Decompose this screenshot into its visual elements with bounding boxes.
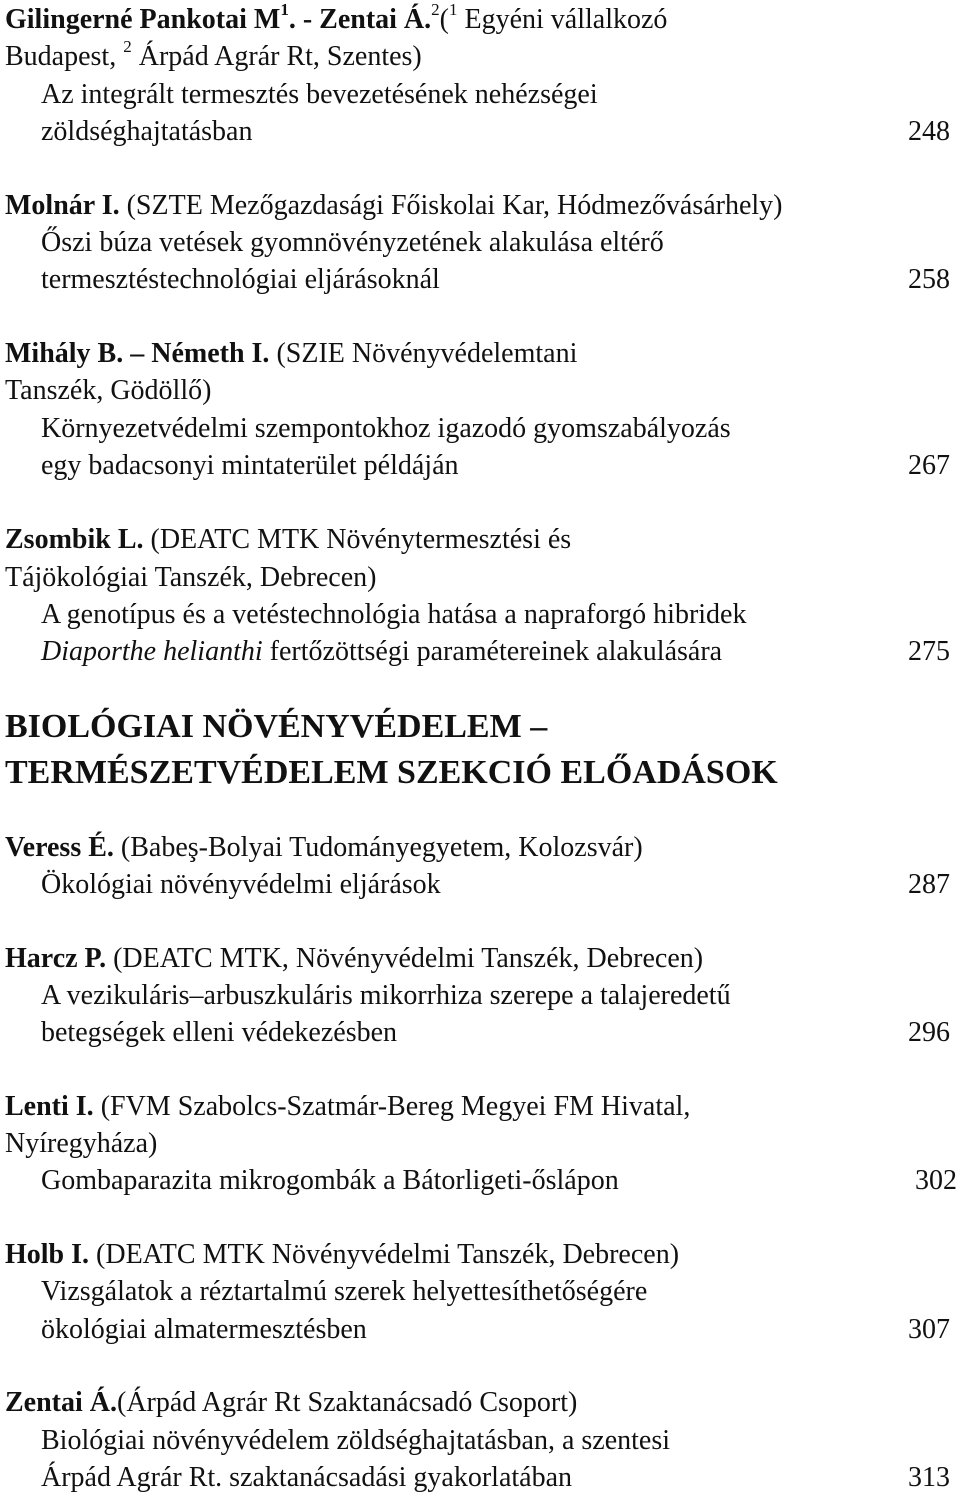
entry-authors: Mihály B. – Németh I. (5, 338, 270, 369)
entry-title: Árpád Agrár Rt. szaktanácsadási gyakorlatában (41, 1462, 573, 1493)
entry-affiliation-line: Nyíregyháza) (5, 1128, 158, 1159)
entry-title: Biológiai növényvédelem zöldséghajtatásban, a szentesi (41, 1425, 671, 1456)
entry-affiliation: (SZIE Növényvédelemtani (269, 338, 578, 369)
entry-affiliation-line: Tájökológiai Tanszék, Debrecen) (5, 562, 377, 593)
entry-title: A vezikuláris–arbuszkuláris mikorrhiza szerepe a talajeredetű (41, 980, 731, 1011)
entry-title: egy badacsonyi mintaterület példáján (41, 450, 459, 481)
entry-title: betegségek elleni védekezésben (41, 1017, 398, 1048)
entry-author-line: Gilingerné Pankotai $M^1$. - Zentai Á.$^2$($^1$ Egyéni vállalkozó (5, 0, 668, 35)
entry-author-line (5, 192, 783, 220)
entry-affiliation: (DEATC MTK Növénytermesztési és (143, 524, 572, 555)
entry-page-number: 275 (908, 636, 950, 667)
entry-title: Az integrált termesztés bevezetésének nehézségei (41, 79, 598, 110)
entry-affiliation: Egyéni vállalkozó (457, 4, 668, 35)
entry-page-number: 313 (908, 1462, 950, 1493)
entry-title: Ökológiai növényvédelmi eljárások (41, 869, 441, 900)
entry-page-number: 307 (908, 1314, 950, 1345)
footnote-marker: 2 (431, 0, 440, 19)
entry-page-number: 296 (908, 1017, 950, 1048)
entry-author-line (5, 945, 703, 973)
entry-title: Gombaparazita mikrogombák a Bátorligeti-őslápon (41, 1165, 619, 1196)
entry-page-number: 248 (908, 116, 950, 147)
entry-title: termesztéstechnológiai eljárásoknál (41, 264, 440, 295)
entry-title: Őszi búza vetések gyomnövényzetének alakulása eltérő (41, 227, 664, 258)
entry-authors: Zsombik L. (5, 524, 144, 555)
entry-affiliation: (SZTE Mezőgazdasági Főiskolai Kar, Hódmezővásárhely) (119, 190, 783, 221)
entry-author-line (5, 1241, 679, 1269)
entry-title: zöldséghajtatásban (41, 116, 253, 147)
entry-affiliation-line: Budapest, $^2$ Árpád Agrár Rt, Szentes) (5, 36, 422, 72)
entry-author-line (5, 340, 577, 368)
entry-authors: Lenti I. (5, 1091, 94, 1122)
entry-page-number: 258 (908, 264, 950, 295)
entry-affiliation-line: Tanszék, Gödöllő) (5, 375, 212, 406)
entry-author-line (5, 1093, 690, 1121)
entry-author-line (5, 834, 643, 862)
entry-affiliation: (DEATC MTK, Növényvédelmi Tanszék, Debrecen) (106, 943, 704, 974)
entry-page-number: 287 (908, 869, 950, 900)
entry-page-number: 302 (915, 1165, 957, 1196)
section-heading: BIOLÓGIAI NÖVÉNYVÉDELEM – (5, 708, 548, 745)
entry-authors: Zentai Á. (5, 1387, 117, 1418)
entry-title: Vizsgálatok a réztartalmú szerek helyettesíthetőségére (41, 1276, 648, 1307)
entry-title: Diaporthe helianthi fertőzöttségi paramétereinek alakulására (41, 636, 723, 667)
entry-title: ökológiai almatermesztésben (41, 1314, 367, 1345)
entry-author-line (5, 1389, 577, 1417)
entry-affiliation: (FVM Szabolcs-Szatmár-Bereg Megyei FM Hivatal, (93, 1091, 691, 1122)
entry-authors: Harcz P. (5, 943, 107, 974)
entry-title: Környezetvédelmi szempontokhoz igazodó gyomszabályozás (41, 413, 731, 444)
entry-authors: Gilingerné Pankotai $M^1$. - Zentai Á. (5, 0, 432, 35)
entry-authors: Veress É. (5, 832, 114, 863)
entry-title: A genotípus és a vetéstechnológia hatása a napraforgó hibridek (41, 599, 747, 630)
entry-authors: Holb I. (5, 1239, 90, 1270)
section-heading: TERMÉSZETVÉDELEM SZEKCIÓ ELŐADÁSOK (5, 754, 778, 791)
entry-authors: Molnár I. (5, 190, 120, 221)
entry-author-line (5, 526, 571, 554)
entry-affiliation: (DEATC MTK Növényvédelmi Tanszék, Debrecen) (89, 1239, 680, 1270)
entry-affiliation: (Babeş-Bolyai Tudományegyetem, Kolozsvár) (113, 832, 643, 863)
entry-page-number: 267 (908, 450, 950, 481)
entry-affiliation: (Árpád Agrár Rt Szaktanácsadó Csoport) (117, 1387, 578, 1418)
